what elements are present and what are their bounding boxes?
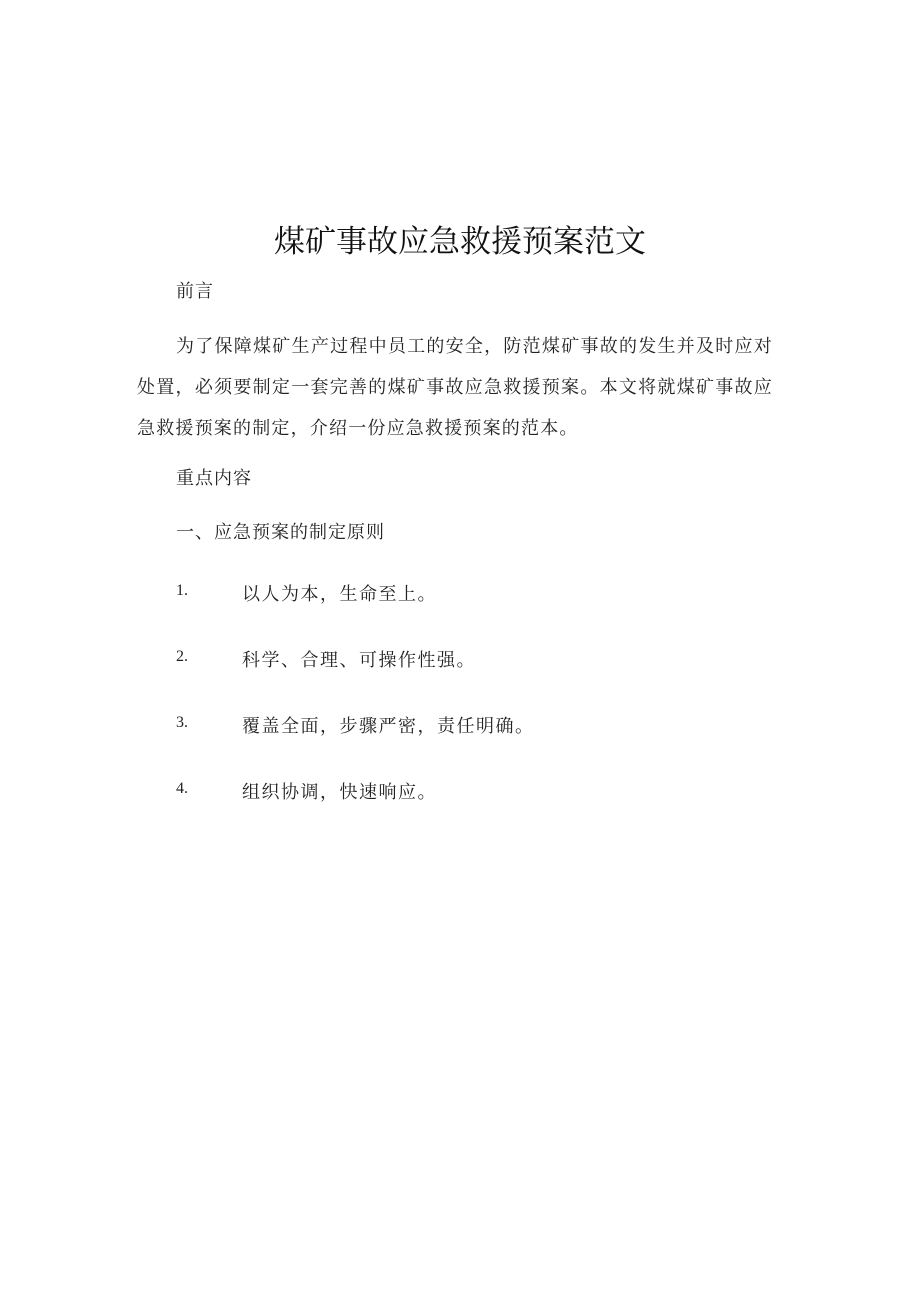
principle-text: 科学、合理、可操作性强。 — [242, 650, 476, 671]
principle-number: 1. — [176, 582, 188, 599]
principle-text: 以人为本，生命至上。 — [242, 584, 437, 605]
document-title: 煤矿事故应急救援预案范文 — [274, 224, 646, 260]
intro-paragraph: 为了保障煤矿生产过程中员工的安全，防范煤矿事故的发生并及时应对处置，必须要制定一套完善的煤矿事故应急救援预案。本文将就煤矿事故应急救援预案的制定，介绍一份应急救援预案的范本。 — [137, 336, 773, 439]
section-heading: 一、应急预案的制定原则 — [176, 522, 385, 543]
principle-text: 组织协调，快速响应。 — [242, 782, 437, 803]
preface-label: 前言 — [176, 281, 214, 302]
principle-number: 3. — [176, 714, 188, 731]
principle-text: 覆盖全面，步骤严密，责任明确。 — [242, 716, 535, 737]
principle-number: 4. — [176, 780, 188, 797]
principle-number: 2. — [176, 648, 188, 665]
key-content-label: 重点内容 — [176, 468, 252, 489]
